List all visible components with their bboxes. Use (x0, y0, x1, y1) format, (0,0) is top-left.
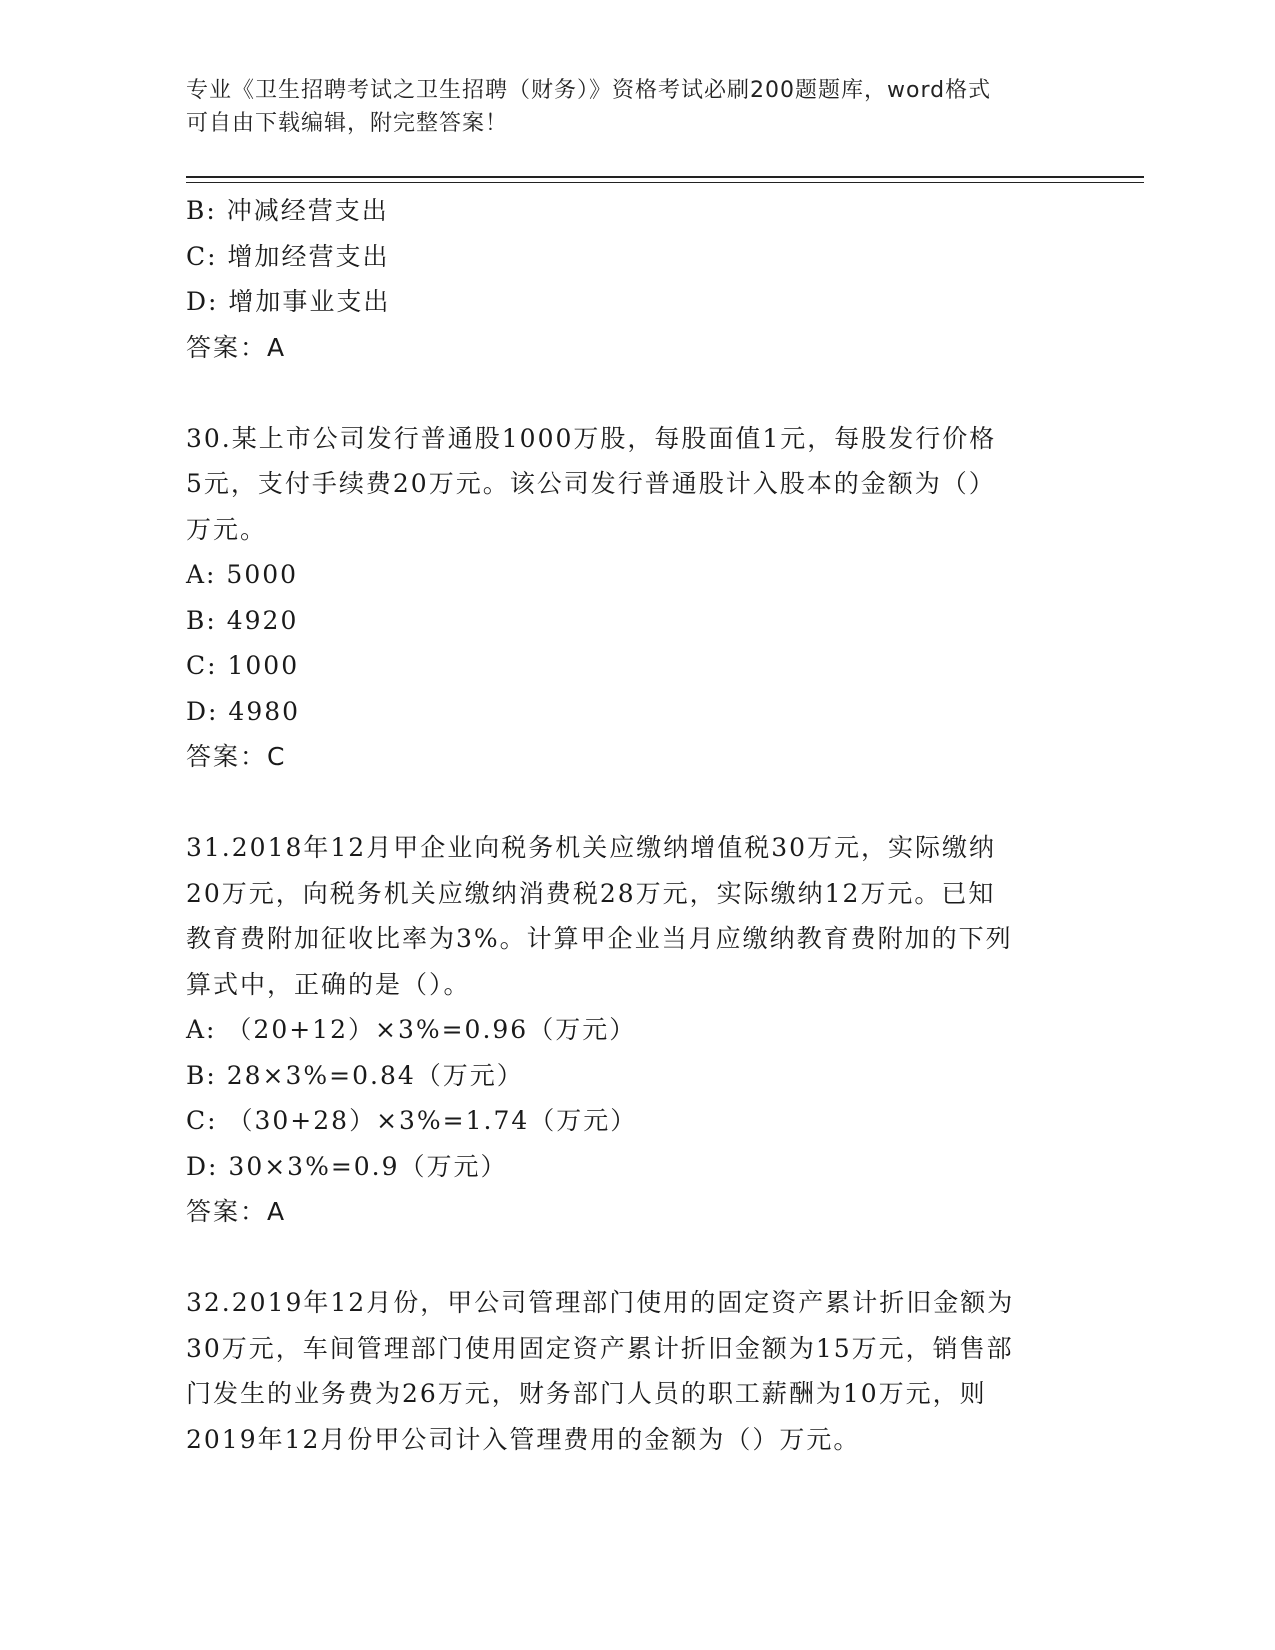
header-divider-thin (186, 182, 1144, 183)
q30-stem-line-2: 5元，支付手续费20万元。该公司发行普通股计入股本的金额为（） (186, 469, 996, 498)
q30-answer: 答案：C (186, 742, 287, 771)
q31-stem-line-2: 20万元，向税务机关应缴纳消费税28万元，实际缴纳12万元。已知 (186, 878, 996, 908)
q31-stem-line-4: 算式中，正确的是（）。 (186, 969, 471, 999)
header-line-1: 专业《卫生招聘考试之卫生招聘（财务）》资格考试必刷200题题库，word格式 (186, 78, 992, 103)
q31-option-d: D: 30×3%=0.9（万元） (186, 1151, 508, 1181)
q31-option-c: C: （30+28）×3%=1.74（万元） (186, 1106, 638, 1135)
q29-answer: 答案：A (186, 332, 287, 362)
q31-option-a: A: （20+12）×3%=0.96（万元） (186, 1015, 637, 1044)
q30-option-c: C: 1000 (186, 651, 300, 680)
spacer (186, 780, 1086, 826)
document-header (186, 74, 1066, 140)
q30-option-b: B: 4920 (186, 605, 299, 635)
q31-answer: 答案：A (186, 1197, 287, 1226)
spacer (186, 370, 1086, 416)
q32-stem-line-2: 30万元，车间管理部门使用固定资产累计折旧金额为15万元，销售部 (186, 1333, 1014, 1363)
q29-option-d: D: 增加事业支出 (186, 287, 391, 316)
q32-stem-line-3: 门发生的业务费为26万元，财务部门人员的职工薪酬为10万元，则 (186, 1379, 987, 1408)
header-divider-thick (186, 176, 1144, 178)
q31-option-b: B: 28×3%=0.84（万元） (186, 1060, 524, 1090)
question-30 (186, 416, 1086, 780)
question-31 (186, 825, 1086, 1235)
q30-stem-line-3: 万元。 (186, 514, 268, 544)
q29-option-b: B: 冲减经营支出 (186, 196, 389, 225)
q31-stem-line-3: 教育费附加征收比率为3%。计算甲企业当月应缴纳教育费附加的下列 (186, 924, 1013, 953)
q32-stem-line-1: 32.2019年12月份，甲公司管理部门使用的固定资产累计折旧金额为 (186, 1288, 1015, 1317)
q29-option-c: C: 增加经营支出 (186, 241, 390, 271)
spacer (186, 1235, 1086, 1281)
q31-stem-line-1: 31.2018年12月甲企业向税务机关应缴纳增值税30万元，实际缴纳 (186, 833, 997, 862)
q30-option-d: D: 4980 (186, 696, 301, 726)
question-32 (186, 1280, 1086, 1462)
q30-option-a: A: 5000 (186, 560, 299, 589)
question-29 (186, 188, 1086, 370)
question-content (186, 188, 1086, 1462)
q32-stem-line-4: 2019年12月份甲公司计入管理费用的金额为（）万元。 (186, 1424, 861, 1454)
header-line-2: 可自由下载编辑，附完整答案！ (186, 111, 509, 136)
q30-stem-line-1: 30.某上市公司发行普通股1000万股，每股面值1元，每股发行价格 (186, 423, 997, 453)
